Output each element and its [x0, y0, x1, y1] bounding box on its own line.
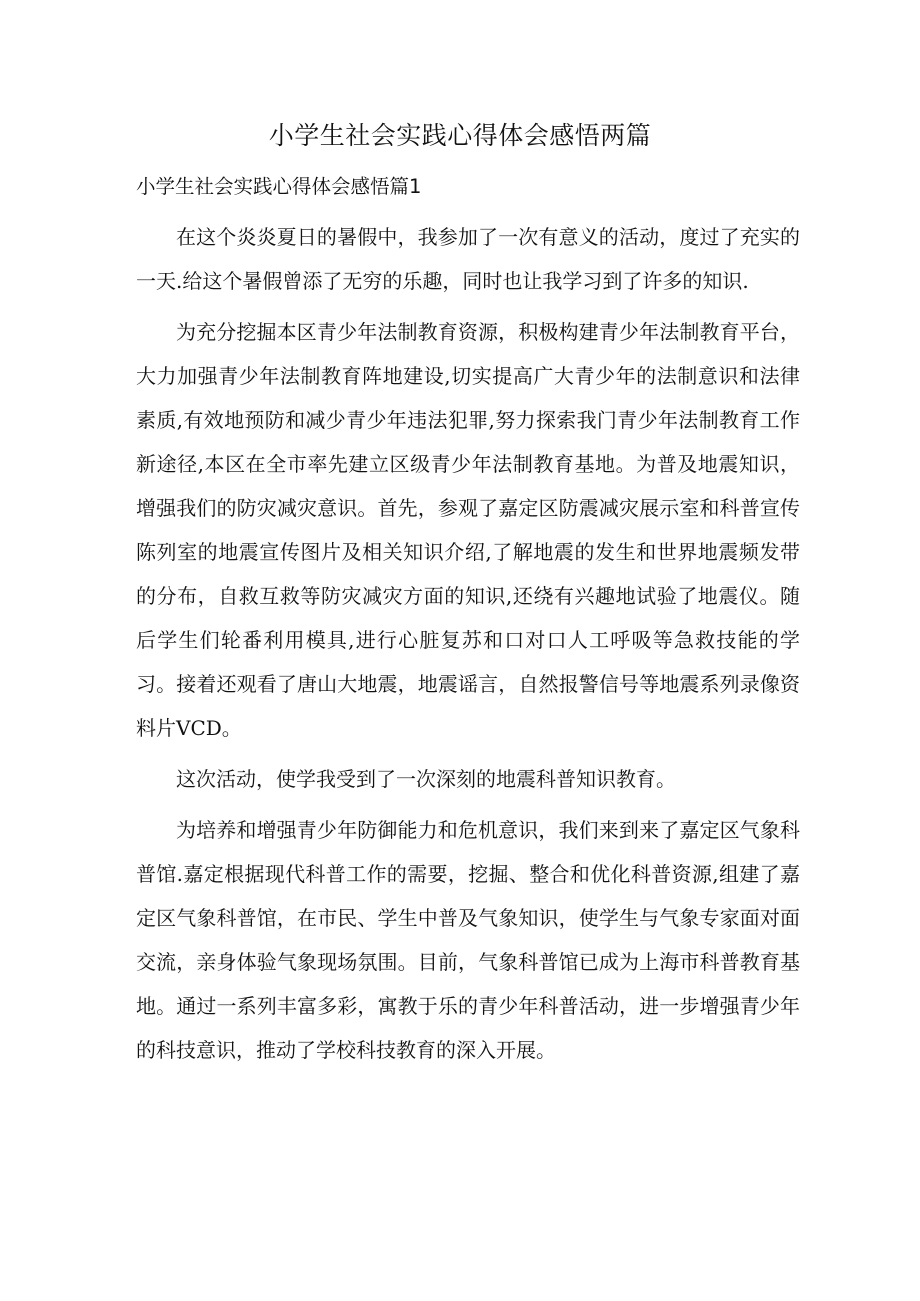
section-heading: 小学生社会实践心得体会感悟篇1 [136, 175, 422, 198]
paragraph-3: 这次活动，使学我受到了一次深刻的地震科普知识教育。 [176, 767, 676, 791]
paragraph-1: 在这个炎炎夏日的暑假中，我参加了一次有意义的活动，度过了充实的一天.给这个暑假曾添了无穷的乐趣，同时也让我学习到了许多的知识. [136, 225, 800, 293]
paragraph-4: 为培养和增强青少年防御能力和危机意识，我们来到来了嘉定区气象科普馆.嘉定根据现代科普工作的需要，挖掘、整合和优化科普资源,组建了嘉定区气象科普馆，在市民、学生中普及气象知识，使学生与气象专家面对面交流，亲身体验气象现场氛围。目前，气象科普馆已成为上海市科普教育基地。通过一系列丰富多彩，寓教于乐的青少年科普活动，进一步增强青少年的科技意识，推动了学校科技教育的深入开展。 [136, 818, 800, 1062]
paragraph-2: 为充分挖掘本区青少年法制教育资源，积极构建青少年法制教育平台，大力加强青少年法制教育阵地建设,切实提高广大青少年的法制意识和法律素质,有效地预防和减少青少年违法犯罪,努力探索我门青少年法制教育工作新途径,本区在全市率先建立区级青少年法制教育基地。为普及地震知识，增强我们的防灾减灾意识。首先，参观了嘉定区防震减灾展示室和科普宣传陈列室的地震宣传图片及相关知识介绍,了解地震的发生和世界地震频发带的分布，自救互救等防灾减灾方面的知识,还绕有兴趣地试验了地震仪。随后学生们轮番利用模具,进行心脏复苏和口对口人工呼吸等急救技能的学习。接着还观看了唐山大地震，地震谣言，自然报警信号等地震系列录像资料片VCD。 [136, 320, 800, 740]
document-body [136, 215, 800, 1079]
document-title: 小学生社会实践心得体会感悟两篇 [268, 121, 652, 150]
